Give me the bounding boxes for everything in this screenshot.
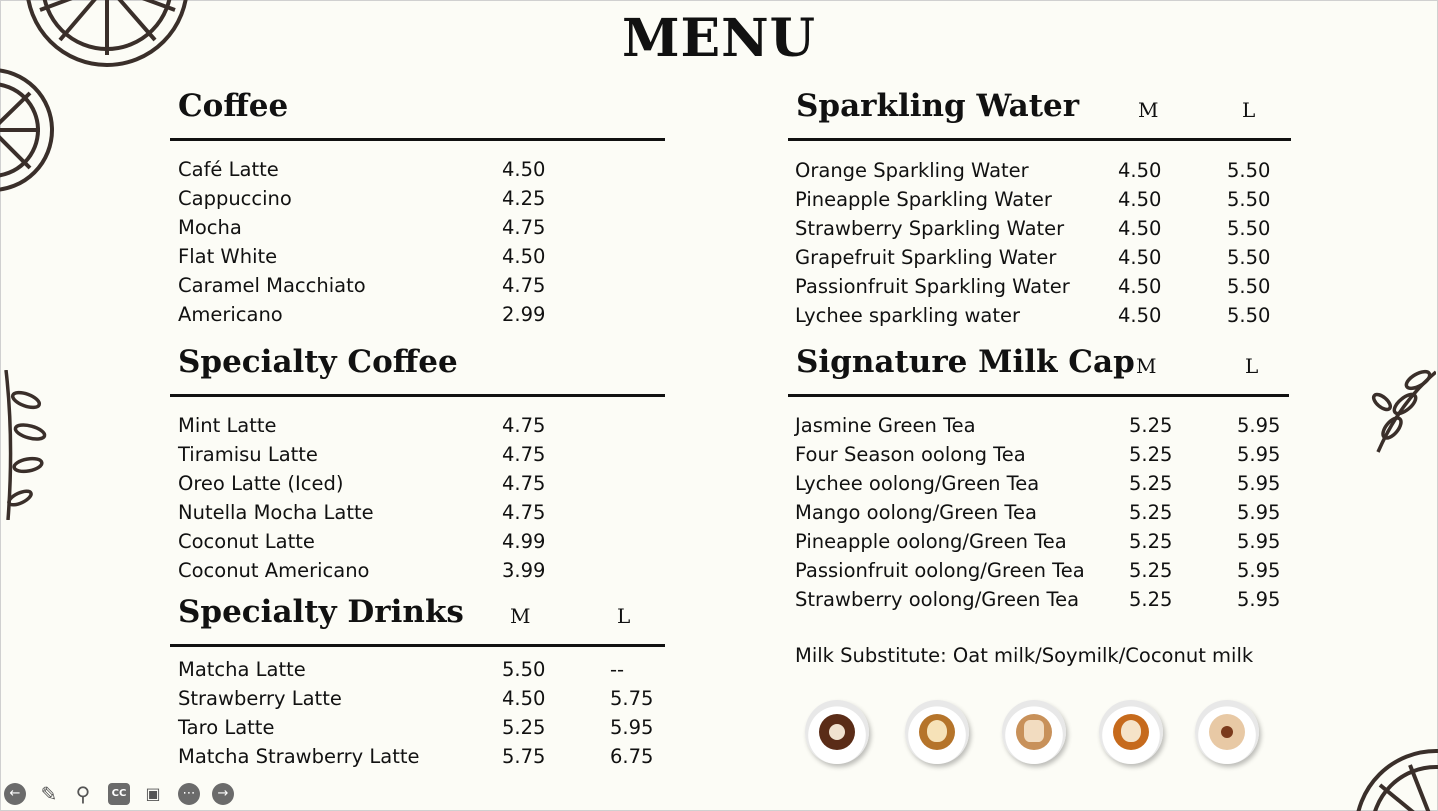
item-name: Pineapple oolong/Green Tea	[795, 530, 1067, 553]
column-header-large: L	[1245, 354, 1259, 378]
menu-item	[788, 586, 1289, 615]
lemon-slice-left-icon	[0, 68, 58, 198]
item-name: Nutella Mocha Latte	[178, 501, 374, 524]
column-header-medium: M	[1138, 98, 1159, 122]
column-header-large: L	[617, 604, 631, 628]
section-title: Sparkling Water	[796, 88, 1080, 124]
item-price-medium: 5.25	[1129, 443, 1173, 466]
menu-item	[170, 301, 665, 330]
item-price-medium: 5.25	[1129, 530, 1173, 553]
item-price-medium: 4.50	[1118, 159, 1162, 182]
column-header-large: L	[1242, 98, 1256, 122]
item-name: Strawberry oolong/Green Tea	[795, 588, 1080, 611]
menu-item	[170, 743, 665, 772]
item-name: Four Season oolong Tea	[795, 443, 1026, 466]
item-price: 4.75	[502, 274, 546, 297]
item-name: Mint Latte	[178, 414, 277, 437]
menu-item	[788, 273, 1291, 302]
item-list	[788, 412, 1289, 615]
item-price: 4.75	[502, 501, 546, 524]
item-name: Orange Sparkling Water	[795, 159, 1029, 182]
item-name: Caramel Macchiato	[178, 274, 366, 297]
section-specialty-coffee	[170, 342, 665, 586]
item-name: Strawberry Sparkling Water	[795, 217, 1065, 240]
item-name: Americano	[178, 303, 283, 326]
item-price-large: 5.95	[1237, 530, 1281, 553]
item-name: Grapefruit Sparkling Water	[795, 246, 1057, 269]
item-name: Lychee sparkling water	[795, 304, 1021, 327]
item-name: Flat White	[178, 245, 278, 268]
coffee-cup-icon	[905, 700, 969, 764]
item-price-large: 5.75	[610, 687, 654, 710]
menu-item	[170, 214, 665, 243]
item-name: Jasmine Green Tea	[795, 414, 976, 437]
item-price-large: 5.95	[1237, 414, 1281, 437]
menu-item	[170, 243, 665, 272]
menu-item	[170, 714, 665, 743]
leaf-branch-right-icon	[1370, 362, 1436, 462]
item-name: Coconut Latte	[178, 530, 315, 553]
item-price-medium: 4.50	[1118, 217, 1162, 240]
leaf-branch-left-icon	[0, 370, 50, 520]
menu-item	[788, 470, 1289, 499]
item-price-medium: 5.75	[502, 745, 546, 768]
item-price-large: 5.95	[1237, 501, 1281, 524]
section-header	[788, 86, 1291, 141]
item-price-medium: 5.25	[1129, 588, 1173, 611]
item-name: Passionfruit oolong/Green Tea	[795, 559, 1085, 582]
item-price-large: --	[610, 658, 625, 681]
menu-item	[788, 302, 1291, 331]
item-name: Lychee oolong/Green Tea	[795, 472, 1040, 495]
item-price: 4.99	[502, 530, 546, 553]
item-name: Strawberry Latte	[178, 687, 342, 710]
section-title: Signature Milk Cap	[796, 344, 1135, 380]
menu-item	[788, 557, 1289, 586]
item-name: Taro Latte	[178, 716, 275, 739]
menu-item	[788, 499, 1289, 528]
item-price: 4.75	[502, 216, 546, 239]
item-name: Matcha Strawberry Latte	[178, 745, 420, 768]
item-price-large: 5.50	[1227, 159, 1271, 182]
item-price: 4.50	[502, 158, 546, 181]
item-price-large: 5.50	[1227, 304, 1271, 327]
lemon-slice-bottom-right-icon	[1340, 745, 1438, 811]
item-price: 4.75	[502, 414, 546, 437]
item-price-medium: 4.50	[1118, 275, 1162, 298]
section-specialty-drinks	[170, 592, 665, 772]
menu-item	[170, 412, 665, 441]
more-options-icon[interactable]: ⋯	[178, 783, 200, 805]
menu-item	[170, 156, 665, 185]
item-price-large: 5.50	[1227, 246, 1271, 269]
coffee-cup-icon	[1002, 700, 1066, 764]
menu-item	[170, 557, 665, 586]
next-slide-icon[interactable]: →	[212, 783, 234, 805]
menu-item	[170, 470, 665, 499]
menu-item	[788, 528, 1289, 557]
item-price-medium: 5.50	[502, 658, 546, 681]
item-price: 4.75	[502, 472, 546, 495]
item-price-large: 5.50	[1227, 217, 1271, 240]
item-price-medium: 5.25	[502, 716, 546, 739]
item-price-large: 5.95	[1237, 559, 1281, 582]
section-title: Specialty Coffee	[178, 344, 458, 380]
item-price-large: 6.75	[610, 745, 654, 768]
menu-item	[170, 528, 665, 557]
menu-item	[788, 186, 1291, 215]
item-name: Café Latte	[178, 158, 279, 181]
previous-slide-icon[interactable]: ←	[4, 783, 26, 805]
section-header	[788, 342, 1289, 397]
item-name: Cappuccino	[178, 187, 292, 210]
item-price-medium: 4.50	[1118, 246, 1162, 269]
item-name: Coconut Americano	[178, 559, 370, 582]
milk-substitute-note: Milk Substitute: Oat milk/Soymilk/Coconut milk	[795, 644, 1254, 667]
section-title: Coffee	[178, 88, 289, 124]
item-price: 4.50	[502, 245, 546, 268]
item-list	[170, 156, 665, 330]
menu-item	[170, 185, 665, 214]
menu-item	[788, 441, 1289, 470]
item-price-medium: 4.50	[502, 687, 546, 710]
item-name: Mocha	[178, 216, 242, 239]
item-price-medium: 4.50	[1118, 304, 1162, 327]
coffee-cup-icon	[805, 700, 869, 764]
menu-item	[170, 685, 665, 714]
item-list	[170, 656, 665, 772]
item-price-large: 5.95	[1237, 588, 1281, 611]
pen-icon[interactable]: ✎	[40, 782, 58, 806]
section-coffee	[170, 86, 665, 330]
item-name: Mango oolong/Green Tea	[795, 501, 1037, 524]
coffee-cup-icon	[1099, 700, 1163, 764]
menu-item	[170, 656, 665, 685]
item-list	[788, 157, 1291, 331]
item-price-medium: 5.25	[1129, 501, 1173, 524]
menu-item	[788, 412, 1289, 441]
closed-captions-icon[interactable]: CC	[108, 783, 130, 805]
item-price-large: 5.95	[610, 716, 654, 739]
item-price-large: 5.95	[1237, 472, 1281, 495]
item-price-large: 5.50	[1227, 188, 1271, 211]
section-header	[170, 342, 665, 397]
item-list	[170, 412, 665, 586]
item-name: Pineapple Sparkling Water	[795, 188, 1052, 211]
menu-item	[788, 157, 1291, 186]
item-price-medium: 5.25	[1129, 414, 1173, 437]
zoom-icon[interactable]: ⚲	[75, 782, 91, 806]
menu-item	[170, 441, 665, 470]
menu-item	[170, 272, 665, 301]
item-name: Tiramisu Latte	[178, 443, 318, 466]
item-price-medium: 5.25	[1129, 559, 1173, 582]
column-header-medium: M	[1136, 354, 1157, 378]
menu-item	[788, 215, 1291, 244]
column-header-medium: M	[510, 604, 531, 628]
menu-item	[788, 244, 1291, 273]
item-price-medium: 5.25	[1129, 472, 1173, 495]
item-price: 4.25	[502, 187, 546, 210]
menu-title: MENU	[621, 8, 817, 69]
item-price-large: 5.95	[1237, 443, 1281, 466]
section-title: Specialty Drinks	[178, 594, 464, 630]
item-name: Matcha Latte	[178, 658, 306, 681]
item-price: 4.75	[502, 443, 546, 466]
section-header	[170, 592, 665, 647]
camera-off-icon[interactable]: ▣	[145, 784, 161, 803]
item-price: 3.99	[502, 559, 546, 582]
section-sparkling-water	[788, 86, 1291, 331]
item-price-large: 5.50	[1227, 275, 1271, 298]
coffee-cup-icon	[1195, 700, 1259, 764]
section-header	[170, 86, 665, 141]
menu-item	[170, 499, 665, 528]
item-name: Oreo Latte (Iced)	[178, 472, 344, 495]
section-signature-milk-cap	[788, 342, 1289, 615]
item-price-medium: 4.50	[1118, 188, 1162, 211]
item-name: Passionfruit Sparkling Water	[795, 275, 1070, 298]
item-price: 2.99	[502, 303, 546, 326]
